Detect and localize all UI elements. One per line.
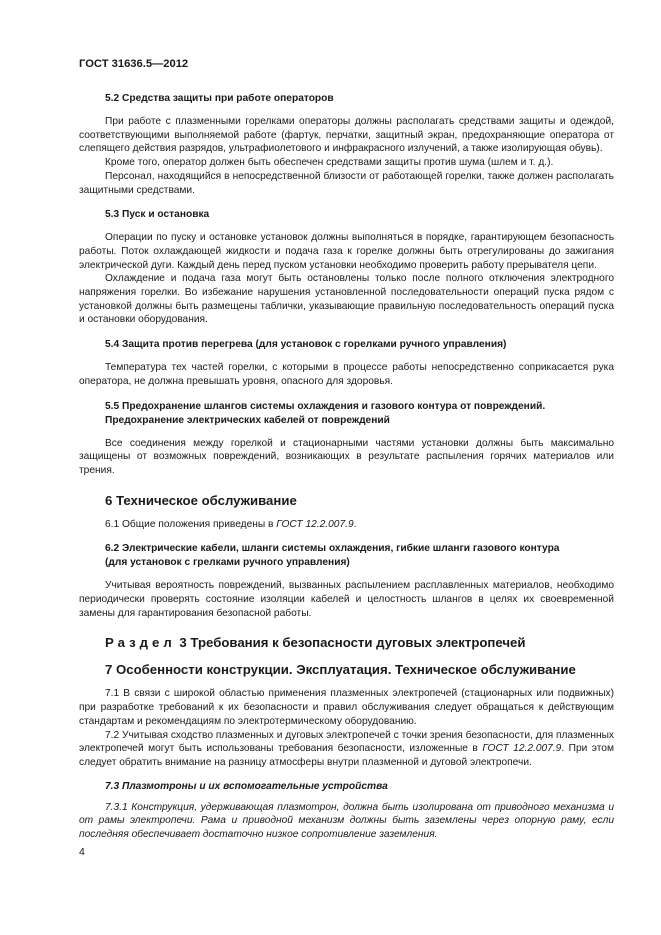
- part-word: Раздел: [105, 635, 176, 651]
- section-5-2-paragraph-1: При работе с плазменными горелками операторы должны располагать средствами защиты и одеждой, соответствующими выполняемой работе (фартук, перчатки, защитный экран, предохраняющие оператора от слепящего действия разрядов, ультрафиолетового и инфракрасного излучений, а также изолирующая обувь).: [79, 116, 614, 155]
- part-3-title: [105, 635, 614, 650]
- section-7-2-suffix: . При этом следует обратить внимание на разницу атмосферы внутри плазменной и дуговой электропечи.: [79, 743, 614, 768]
- section-6-2-title-line-2: (для установок с грелками ручного управления): [105, 557, 350, 569]
- section-5-5-title-line-2: Предохранение электрических кабелей от повреждений: [105, 414, 390, 426]
- section-6-title: 6 Техническое обслуживание: [105, 492, 297, 508]
- section-5-3-paragraph-1: Операции по пуску и остановке установок должны выполняться в порядке, гарантирующем безопасность работы. Поток охлаждающей жидкости и подача газа к горелке должны быть отрегулированы до зажигания электрической дуги. Каждый день перед пуском установки необходимо проверить работу прерывателя цепи.: [79, 232, 614, 271]
- section-7-title: 7 Особенности конструкции. Эксплуатация. Техническое обслуживание: [105, 662, 576, 678]
- section-6-2-title-line-1: 6.2 Электрические кабели, шланги системы охлаждения, гибкие шланги газового контура: [105, 543, 560, 555]
- section-5-2-paragraph-2: Кроме того, оператор должен быть обеспечен средствами защиты против шума (шлем и т. д.).: [105, 157, 554, 169]
- section-5-2-title: 5.2 Средства защиты при работе операторов: [105, 93, 334, 104]
- section-6-1-text: 6.1 Общие положения приведены в: [105, 518, 277, 530]
- gost-reference-link: ГОСТ 12.2.007.9: [276, 518, 354, 530]
- section-5-5-paragraph-1: Все соединения между горелкой и стационарными частями установки должны быть максимально защищены от возможных повреждений, возникающих в результате распыления горячих материалов или трения.: [79, 437, 614, 476]
- document-page: [79, 58, 614, 842]
- section-5-2-paragraph-3: Персонал, находящийся в непосредственной близости от работающей горелки, также должен располагать защитными средствами.: [79, 170, 614, 196]
- gost-reference-link-2: ГОСТ 12.2.007.9: [482, 743, 562, 755]
- page-number: 4: [79, 846, 85, 858]
- section-5-3-paragraph-2: Охлаждение и подача газа могут быть остановлены только после полного отключения электродного напряжения горелки. Во избежание нарушения установленной последовательности операций пуска рядом с установкой должны быть размещены таблички, указывающие правильную последовательность операций пуска и остановки оборудования.: [79, 273, 614, 326]
- section-7-3-title: 7.3 Плазмотроны и их вспомогательные устройства: [105, 780, 388, 792]
- section-5-3-title: 5.3 Пуск и остановка: [105, 209, 210, 221]
- section-7-1-paragraph: 7.1 В связи с широкой областью применения плазменных электропечей (стационарных или подвижных) при разработке требований к их безопасности и правил обслуживания следует обращаться к действующим стандартам и рекомендациям по электротермическому оборудованию.: [79, 688, 614, 727]
- section-5-5-title-line-1: 5.5 Предохранение шлангов системы охлаждения и газового контура от повреждений.: [105, 400, 546, 412]
- section-7-3-1-paragraph: 7.3.1 Конструкция, удерживающая плазмотрон, должна быть изолирована от приводного механизма и от рамы электропечи. Рама и приводной механизм должны быть заземлены через опорную раму, если последняя обеспечивает достаточно низкое сопротивление заземления.: [79, 801, 614, 841]
- section-5-4-title: 5.4 Защита против перегрева (для установок с горелками ручного управления): [105, 339, 507, 351]
- doc-header-code: ГОСТ 31636.5—2012: [79, 58, 189, 70]
- section-6-1-suffix: .: [353, 518, 357, 530]
- section-5-4-paragraph-1: Температура тех частей горелки, с которыми в процессе работы непосредственно соприкасается рука оператора, не должна превышать уровня, опасного для здоровья.: [79, 362, 614, 387]
- section-6-2-paragraph-1: Учитывая вероятность повреждений, вызванных распылением расплавленных материалов, необходимо периодически проверять состояние изоляции кабелей и целостность шлангов в целях их своевременной замены для гарантирования безопасной работы.: [79, 580, 614, 619]
- part-3-name: 3 Требования к безопасности дуговых электропечей: [175, 635, 526, 651]
- section-7-2-paragraph: [79, 729, 614, 770]
- section-6-1-paragraph: [79, 518, 614, 532]
- section-7-2-text: 7.2 Учитывая сходство плазменных и дуговых электропечей с точки зрения безопасности, для плазменных электропечей могут быть использованы требования безопасности, изложенные в: [79, 729, 614, 755]
